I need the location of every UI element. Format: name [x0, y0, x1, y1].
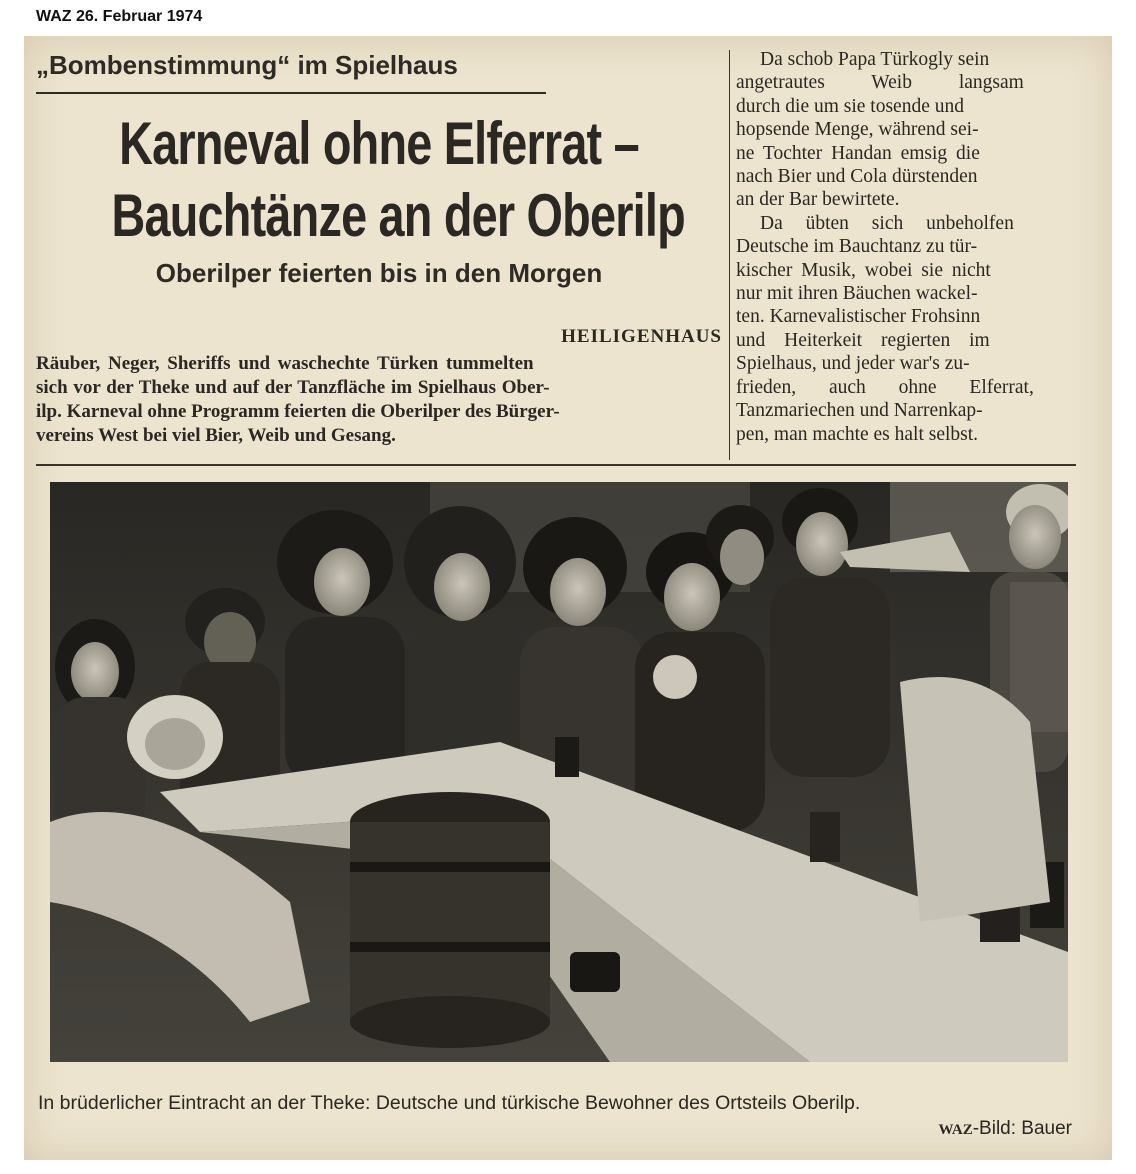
column-line: Da schob Papa Türkogly sein — [760, 49, 990, 70]
section-divider — [36, 464, 1076, 466]
article-headline — [36, 108, 722, 252]
column-line: frieden, auch ohne Elferrat, — [736, 376, 1034, 398]
column-line: ne Tochter Handan emsig die — [736, 142, 980, 164]
column-line: Da übten sich unbeholfen — [760, 212, 1014, 234]
column-line: Spielhaus, und jeder war's zu- — [736, 353, 970, 375]
column-line: und Heiterkeit regierten im — [736, 329, 990, 351]
bar-party-photo-illustration — [50, 482, 1068, 1062]
article-subheadline: Oberilper feierten bis in den Morgen — [155, 258, 603, 288]
bar-party-photo — [50, 482, 1068, 1062]
column-line: hopsende Menge, während sei- — [736, 119, 979, 141]
photo-credit — [850, 1118, 1072, 1140]
headline-line: Bauchtänze an der Oberilp — [111, 182, 685, 249]
article-column — [736, 48, 1076, 446]
headline-line: Karneval ohne Elferrat – — [119, 110, 639, 177]
column-line: durch die um sie tosende und — [736, 95, 964, 117]
column-line: pen, man machte es halt selbst. — [736, 423, 979, 445]
column-line: angetrautes Weib langsam — [736, 72, 1024, 94]
column-line: Tanzmariechen und Narrenkap- — [736, 400, 983, 422]
column-line: an der Bar bewirtete. — [736, 189, 900, 211]
credit-brand: WAZ — [938, 1122, 973, 1138]
dateline: HEILIGENHAUS — [561, 326, 722, 347]
column-line: nach Bier und Cola dürstenden — [736, 166, 978, 188]
lead-line: vereins West bei viel Bier, Weib und Gesang. — [36, 425, 396, 446]
column-line: nur mit ihren Bäuchen wackel- — [736, 283, 978, 305]
column-divider — [729, 50, 730, 460]
article-overline: „Bombenstimmung“ im Spielhaus — [36, 50, 458, 80]
source-label: WAZ 26. Februar 1974 — [36, 8, 203, 25]
photo-caption: In brüderlicher Eintracht an der Theke: Deutsche und türkische Bewohner des Ortsteils Oberilp. — [38, 1092, 861, 1114]
credit-text: -Bild: Bauer — [972, 1118, 1072, 1139]
lead-line: sich vor der Theke und auf der Tanzfläche im Spielhaus Ober- — [36, 377, 550, 398]
column-line: ten. Karnevalistischer Frohsinn — [736, 306, 981, 328]
lead-line: Räuber, Neger, Sheriffs und waschechte Türken tummelten — [36, 353, 534, 374]
column-line: Deutsche im Bauchtanz zu tür- — [736, 236, 978, 258]
overline-underline — [36, 92, 546, 94]
column-line: kischer Musik, wobei sie nicht — [736, 259, 991, 281]
lead-line: ilp. Karneval ohne Programm feierten die Oberilper des Bürger- — [36, 401, 560, 422]
lead-paragraph — [36, 352, 722, 448]
